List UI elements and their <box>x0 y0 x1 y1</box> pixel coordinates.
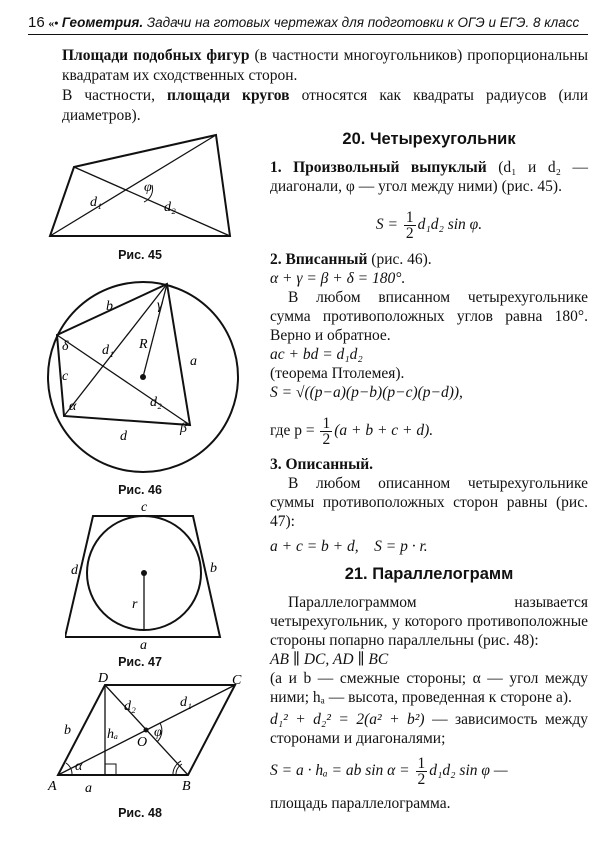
label-a: a <box>190 354 197 369</box>
semiperimeter-formula: где p = $\frac{1}{2}$ (a + b + c + d). <box>270 415 434 448</box>
intro-text <box>62 46 588 126</box>
ptolemy-label: (теорема Птолемея). <box>270 365 405 382</box>
label-O: O <box>137 735 148 750</box>
section-20-item-3: 3. Описанный. В любом описанном четырехугольнике суммы противоположных сторон равны (рис. 47): a + c = b + d, S = p · r. <box>270 456 588 555</box>
label-b: b <box>106 299 113 314</box>
label-d1: d₁ <box>90 195 102 210</box>
section-20-item-1: 1. Произвольный выпуклый (d₁ и d₂ — диагонали, φ — угол между ними) (рис. 45). <box>270 159 588 195</box>
header-mark: «• <box>48 16 59 30</box>
label-d: d <box>71 563 78 578</box>
figure-47-caption: Рис. 47 <box>118 655 162 669</box>
parallelogram-area-text: площадь параллелограмма. <box>270 795 451 812</box>
intersection-point <box>144 728 149 733</box>
label-r: r <box>132 597 138 612</box>
label-phi: φ <box>154 725 162 740</box>
inscribed-quadrilateral <box>57 284 190 425</box>
section-21-body: Параллелограммом называется четырехугольник, у которого противоположные стороны попарно параллельны (рис. 48): AB ∥ DC, AD ∥ BC (a и b — смежные стороны; α — угол между ними; hₐ — высота, проведенная к стороне a). d₁² + d₂² = 2(a² + b²) — зависимость между сторонами и диагоналями; <box>270 594 588 747</box>
section-21-title: 21. Параллелограмм <box>344 565 514 583</box>
circumscribed-formula: a + c = b + d, S = p · r. <box>270 538 428 555</box>
label-c: c <box>141 500 148 515</box>
figure-47 <box>65 500 235 650</box>
label-alpha: α <box>75 759 83 774</box>
label-d: d <box>120 429 127 444</box>
label-b: b <box>64 723 71 738</box>
book-title: Геометрия. Задачи на готовых чертежах для подготовки к ОГЭ и ЕГЭ. 8 класс <box>61 15 580 30</box>
label-b: b <box>210 561 217 576</box>
label-R: R <box>139 337 148 352</box>
figure-45-caption: Рис. 45 <box>118 248 162 262</box>
diagonal-d1 <box>50 135 216 236</box>
inscribed-angle-formula: α + γ = β + δ = 180°. <box>270 270 406 287</box>
label-B: B <box>182 779 191 794</box>
intro-paragraph-2: В частности, площади кругов относятся как квадраты радиусов (или диаметров). <box>62 87 589 124</box>
figure-46 <box>40 270 250 475</box>
figure-46-caption: Рис. 46 <box>118 483 162 497</box>
ptolemy-formula: ac + bd = d₁d₂ <box>270 346 363 363</box>
circle-center <box>141 570 147 576</box>
brahmagupta-formula: S = √((p−a)(p−b)(p−c)(p−d)), <box>270 384 463 401</box>
label-ha: hₐ <box>107 727 119 742</box>
figure-48-caption: Рис. 48 <box>118 806 162 820</box>
page-number: 16 <box>28 14 45 31</box>
area-formula-quadrilateral: S = $\frac{1}{2}$ d₁d₂ sin φ. <box>375 209 483 242</box>
diagonal-formula: d₁² + d₂² = 2(a² + b²) <box>270 711 425 728</box>
circumscribed-trapezoid <box>65 516 220 637</box>
label-a: a <box>140 638 147 650</box>
label-C: C <box>232 673 242 688</box>
angle-b-arc-1 <box>176 764 182 775</box>
radius-R <box>143 284 167 377</box>
label-d1: d₁ <box>180 695 192 710</box>
section-20-title: 20. Четырехугольник <box>342 130 516 148</box>
quadrilateral <box>50 135 230 236</box>
label-c: c <box>62 369 69 384</box>
circle-center <box>140 374 146 380</box>
label-d1: d₁ <box>102 343 114 358</box>
label-A: A <box>48 779 57 794</box>
parallel-formula: AB ∥ DC, AD ∥ BC <box>270 651 389 668</box>
figure-48 <box>40 672 250 807</box>
label-d2: d₂ <box>150 395 162 410</box>
label-D: D <box>98 672 109 686</box>
label-beta: β <box>180 421 187 436</box>
parallelogram-area-formula: S = a · hₐ = ab sin α = $\frac{1}{2}$ d₁d₂ sin φ — <box>270 755 508 788</box>
label-a: a <box>85 781 92 796</box>
label-gamma: γ <box>157 298 163 313</box>
right-angle-mark <box>105 764 116 775</box>
label-delta: δ <box>62 339 69 354</box>
running-header <box>28 14 579 32</box>
section-20-item-2: 2. Вписанный (рис. 46). α + γ = β + δ = 180°. В любом вписанном четырехугольнике сумма противоположных углов равна 180°. Верно и обратное. ac + bd = d₁d₂ (теорема Птолемея). S = √((p−a)(p−b)(p−c)(p−d)), <box>270 251 588 401</box>
label-d2: d₂ <box>124 699 136 714</box>
diagonal-d2 <box>57 335 190 425</box>
figure-45 <box>40 130 240 245</box>
header-rule <box>28 34 588 35</box>
label-alpha: α <box>69 399 77 414</box>
label-phi: φ <box>144 180 152 195</box>
label-d2: d₂ <box>164 200 176 215</box>
intro-paragraph-1: Площади подобных фигур (в частности многоугольников) пропорциональны квадратам их сходственных сторон. <box>62 47 588 84</box>
